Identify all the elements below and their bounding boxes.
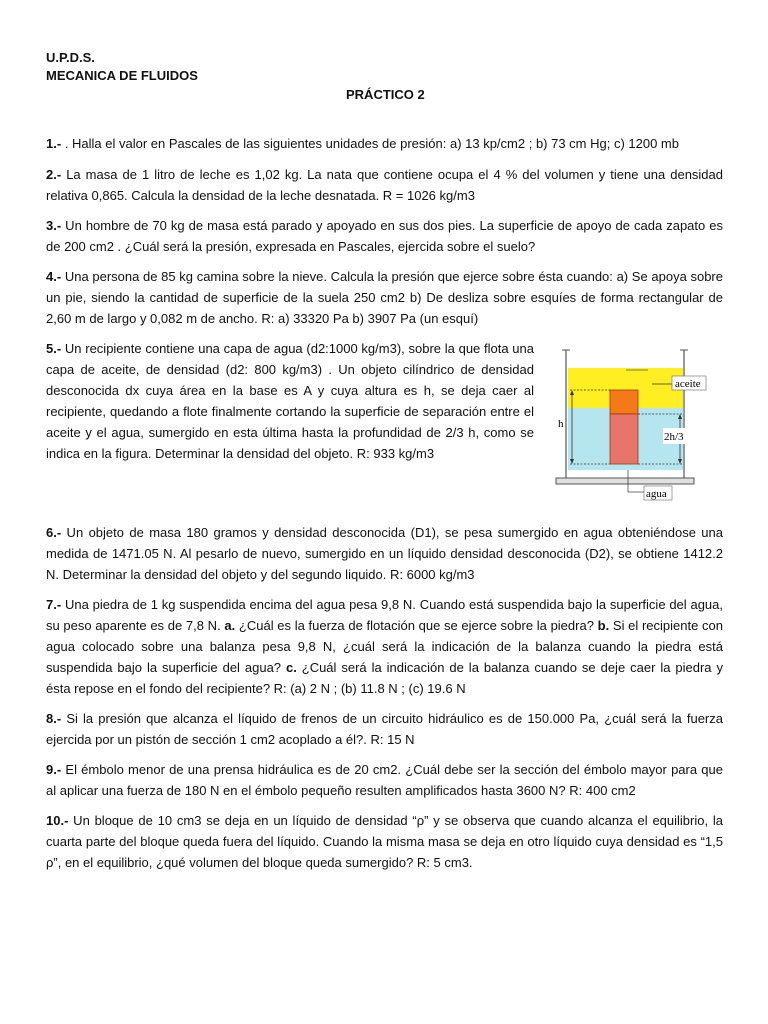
question-text: Una piedra de 1 kg suspendida encima del agua pesa 9,8 N. Cuando está suspendida bajo la superficie del agua, su peso aparente es de 7,8 N. [46,597,723,633]
part-c-label: c. [285,660,297,675]
h-label: h [558,418,564,430]
question-text: La masa de 1 litro de leche es 1,02 kg. La nata que contiene ocupa el 4 % del volumen y tiene una densidad relativa 0,865. Calcula la densidad de la leche desnatada. R = 1026 kg/m3 [46,167,723,203]
vessel-base [556,478,694,484]
question-10 [46,810,723,873]
question-5 [46,338,534,464]
floating-cylinder-figure [556,346,701,512]
question-3 [46,215,723,257]
question-6 [46,522,723,585]
cylinder-object-bottom [610,414,638,464]
part-b-label: b. [597,618,610,633]
question-number: 8.- [46,711,62,726]
question-text: Si la presión que alcanza el líquido de frenos de un circuito hidráulico es de 150.000 Pa, ¿cuál será la fuerza ejercida por un pistón de sección 1 cm2 acoplado a él?. R: 15 N [46,711,723,747]
part-c-text: ¿Cuál será la indicación de la balanza cuando se deje caer la piedra y ésta repose en el fondo del recipiente? R: (a) 2 N ; (b) 11.8 N ; (c) 19.6 N [46,660,723,696]
part-b-text: Si el recipiente con agua colocado sobre una balanza pesa 9,8 N, ¿cuál será la indicación de la balanza cuando la piedra está suspendida bajo la superficie del agua? [46,618,723,675]
oil-label: aceite [675,378,701,390]
question-number: 3.- [46,218,62,233]
question-text: Un objeto de masa 180 gramos y densidad desconocida (D1), se pesa sumergido en agua obteniéndose una medida de 1471.05 N. Al pesarlo de nuevo, sumergido en un líquido densidad desconocida (D2), se obtiene 1412.2 N. Determinar la densidad del objeto y del segundo liquido. R: 6000 kg/m3 [46,525,723,582]
question-number: 7.- [46,597,62,612]
question-text: Una persona de 85 kg camina sobre la nieve. Calcula la presión que ejerce sobre ésta cuando: a) Se apoya sobre un pie, siendo la cantidad de superficie de la suela 250 cm2 b) De desliza sobre esquíes de forma rectangular de 2,60 m de largo y 0,082 m de ancho. R: a) 33320 Pa b) 3907 Pa (un esquí) [46,269,723,326]
part-a-text: ¿Cuál es la fuerza de flotación que se ejerce sobre la piedra? [235,618,598,633]
question-text: El émbolo menor de una prensa hidráulica es de 20 cm2. ¿Cuál debe ser la sección del émbolo mayor para que al aplicar una fuerza de 180 N en el émbolo pequeño resulten amplificados hasta 3600 N? R: 400 cm2 [46,762,723,798]
question-4 [46,266,723,329]
cylinder-object-top [610,390,638,414]
question-9 [46,759,723,801]
part-a-label: a. [224,618,236,633]
institution-name: U.P.D.S. [46,50,95,65]
question-number: 2.- [46,167,62,182]
page-title: PRÁCTICO 2 [346,87,425,102]
question-7 [46,594,723,699]
question-text: . Halla el valor en Pascales de las siguientes unidades de presión: a) 13 kp/cm2 ; b) 73 cm Hg; c) 1200 mb [61,136,679,151]
question-text: Un recipiente contiene una capa de agua (d2:1000 kg/m3), sobre la que flota una capa de aceite, de densidad (d2: 800 kg/m3) . Un objeto cilíndrico de densidad desconocida dx cuya área en la base es A y cuya altura es h, se deja caer al recipiente, quedando a flote finalmente cortando la superficie de separación entre el aceite y el agua, sumergido en esta última hasta la profundidad de 2/3 h, como se indica en la figura. Determinar la densidad del objeto. R: 933 kg/m3 [46,341,534,461]
question-number: 6.- [46,525,62,540]
question-8 [46,708,723,750]
question-1 [46,133,723,154]
question-number: 9.- [46,762,62,777]
two-thirds-label: 2h/3 [664,431,684,443]
question-number: 1.- [46,136,62,151]
question-number: 5.- [46,341,62,356]
question-text: Un hombre de 70 kg de masa está parado y apoyado en sus dos pies. La superficie de apoyo de cada zapato es de 200 cm2 . ¿Cuál será la presión, expresada en Pascales, ejercida sobre el suelo? [46,218,723,254]
water-label: agua [646,488,667,500]
question-2 [46,164,723,206]
question-text: Un bloque de 10 cm3 se deja en un líquido de densidad “ρ” y se observa que cuando alcanza el equilibrio, la cuarta parte del bloque queda fuera del líquido. Cuando la misma masa se deja en otro líquido cuya densidad es “1,5 ρ”, en el equilibrio, ¿qué volumen del bloque queda sumergido? R: 5 cm3. [46,813,723,870]
question-number: 4.- [46,269,62,284]
course-name: MECANICA DE FLUIDOS [46,68,198,83]
question-number: 10.- [46,813,69,828]
